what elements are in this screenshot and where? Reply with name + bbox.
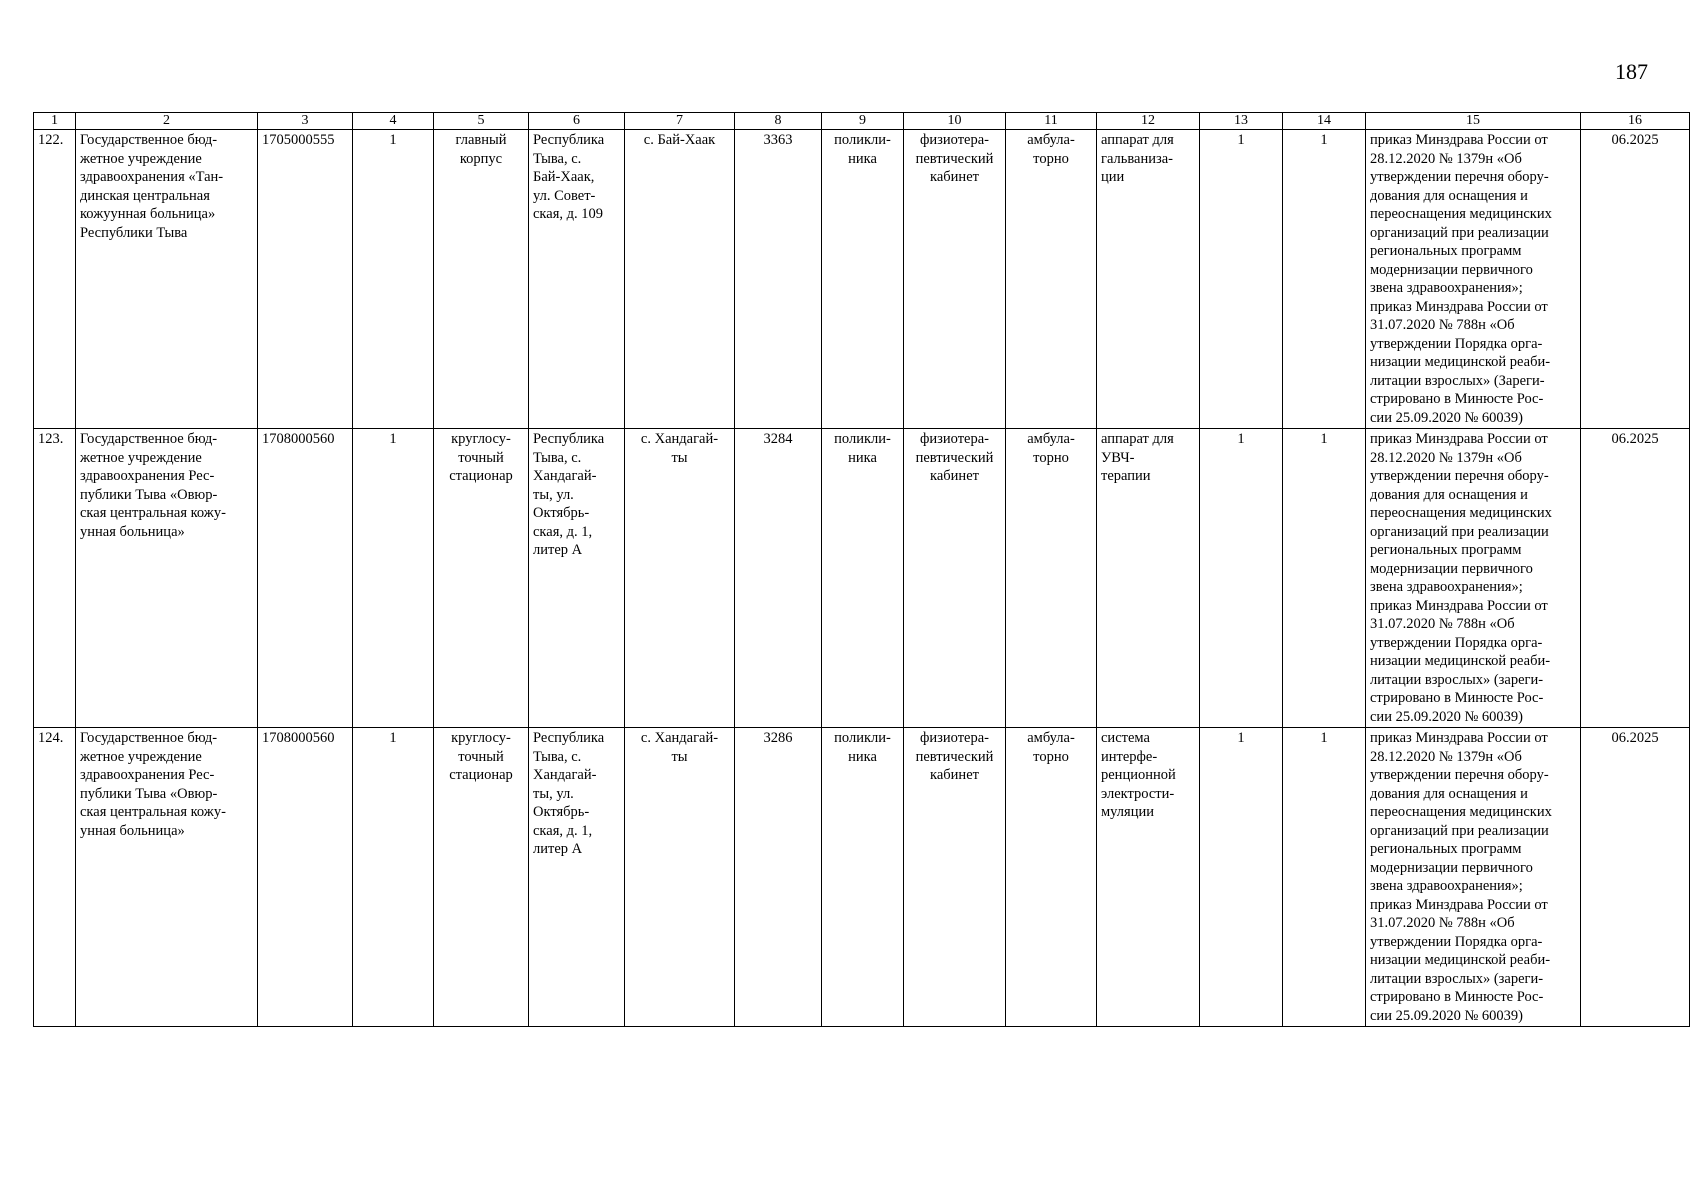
page-number: 187 (1615, 59, 1648, 84)
column-header: 5 (434, 113, 529, 130)
value-cell: 3284 (735, 429, 822, 728)
column-header: 8 (735, 113, 822, 130)
basis-cell: приказ Минздрава России от 28.12.2020 № 1379н «Об утверждении перечня обору- дования для оснащения и переоснащения медицинских организаций при реализации региональных программ модернизации первичного звена здравоохранения»; приказ Минздрава России от 31.07.2020 № 788н «Об утверждении Порядка орга- низации медицинской реаби- литации взрослых» (зареги- стрировано в Минюсте Рос- сии 25.09.2020 № 60039) (1366, 728, 1581, 1027)
row-number: 122. (34, 130, 76, 429)
room-cell: физиотера- певтический кабинет (904, 130, 1006, 429)
basis-cell: приказ Минздрава России от 28.12.2020 № 1379н «Об утверждении перечня обору- дования для оснащения и переоснащения медицинских организаций при реализации региональных программ модернизации первичного звена здравоохранения»; приказ Минздрава России от 31.07.2020 № 788н «Об утверждении Порядка орга- низации медицинской реаби- литации взрослых» (зареги- стрировано в Минюсте Рос- сии 25.09.2020 № 60039) (1366, 429, 1581, 728)
quantity-cell: 1 (1283, 728, 1366, 1027)
quantity-cell: 1 (1283, 429, 1366, 728)
column-header: 10 (904, 113, 1006, 130)
institution-cell: Государственное бюд- жетное учреждение здравоохранения «Тан- динская центральная кожуунная больница» Республики Тыва (76, 130, 258, 429)
quantity-cell: 1 (1200, 429, 1283, 728)
count-cell: 1 (353, 130, 434, 429)
date-cell: 06.2025 (1581, 429, 1690, 728)
equipment-cell: аппарат для УВЧ- терапии (1097, 429, 1200, 728)
building-cell: главный корпус (434, 130, 529, 429)
column-header: 13 (1200, 113, 1283, 130)
institution-cell: Государственное бюд- жетное учреждение здравоохранения Рес- публики Тыва «Овюр- ская центральная кожу- унная больница» (76, 728, 258, 1027)
date-cell: 06.2025 (1581, 130, 1690, 429)
column-header: 15 (1366, 113, 1581, 130)
column-header: 2 (76, 113, 258, 130)
column-header: 14 (1283, 113, 1366, 130)
settlement-cell: с. Хандагай- ты (625, 728, 735, 1027)
column-header: 3 (258, 113, 353, 130)
column-header: 11 (1006, 113, 1097, 130)
building-cell: круглосу- точный стационар (434, 429, 529, 728)
room-cell: физиотера- певтический кабинет (904, 429, 1006, 728)
address-cell: Республика Тыва, с. Хандагай- ты, ул. Октябрь- ская, д. 1, литер А (529, 728, 625, 1027)
settlement-cell: с. Бай-Хаак (625, 130, 735, 429)
code-cell: 1708000560 (258, 728, 353, 1027)
row-number: 123. (34, 429, 76, 728)
code-cell: 1708000560 (258, 429, 353, 728)
column-header: 4 (353, 113, 434, 130)
building-cell: круглосу- точный стационар (434, 728, 529, 1027)
count-cell: 1 (353, 429, 434, 728)
mode-cell: амбула- торно (1006, 130, 1097, 429)
column-header: 12 (1097, 113, 1200, 130)
table-row (34, 429, 1690, 728)
address-cell: Республика Тыва, с. Бай-Хаак, ул. Совет- ская, д. 109 (529, 130, 625, 429)
institution-cell: Государственное бюд- жетное учреждение здравоохранения Рес- публики Тыва «Овюр- ская центральная кожу- унная больница» (76, 429, 258, 728)
address-cell: Республика Тыва, с. Хандагай- ты, ул. Октябрь- ская, д. 1, литер А (529, 429, 625, 728)
equipment-cell: система интерфе- ренционной электрости- муляции (1097, 728, 1200, 1027)
quantity-cell: 1 (1283, 130, 1366, 429)
column-header: 9 (822, 113, 904, 130)
column-header: 16 (1581, 113, 1690, 130)
code-cell: 1705000555 (258, 130, 353, 429)
basis-cell: приказ Минздрава России от 28.12.2020 № 1379н «Об утверждении перечня обору- дования для оснащения и переоснащения медицинских организаций при реализации региональных программ модернизации первичного звена здравоохранения»; приказ Минздрава России от 31.07.2020 № 788н «Об утверждении Порядка орга- низации медицинской реаби- литации взрослых» (Зареги- стрировано в Минюсте Рос- сии 25.09.2020 № 60039) (1366, 130, 1581, 429)
row-number: 124. (34, 728, 76, 1027)
column-header: 7 (625, 113, 735, 130)
quantity-cell: 1 (1200, 728, 1283, 1027)
value-cell: 3363 (735, 130, 822, 429)
unit-cell: поликли- ника (822, 728, 904, 1027)
unit-cell: поликли- ника (822, 429, 904, 728)
unit-cell: поликли- ника (822, 130, 904, 429)
equipment-table (33, 112, 1690, 1027)
mode-cell: амбула- торно (1006, 429, 1097, 728)
equipment-cell: аппарат для гальваниза- ции (1097, 130, 1200, 429)
table-row (34, 728, 1690, 1027)
count-cell: 1 (353, 728, 434, 1027)
table-row (34, 130, 1690, 429)
settlement-cell: с. Хандагай- ты (625, 429, 735, 728)
room-cell: физиотера- певтический кабинет (904, 728, 1006, 1027)
column-header: 6 (529, 113, 625, 130)
date-cell: 06.2025 (1581, 728, 1690, 1027)
column-number-row (34, 113, 1690, 130)
quantity-cell: 1 (1200, 130, 1283, 429)
column-header: 1 (34, 113, 76, 130)
mode-cell: амбула- торно (1006, 728, 1097, 1027)
value-cell: 3286 (735, 728, 822, 1027)
